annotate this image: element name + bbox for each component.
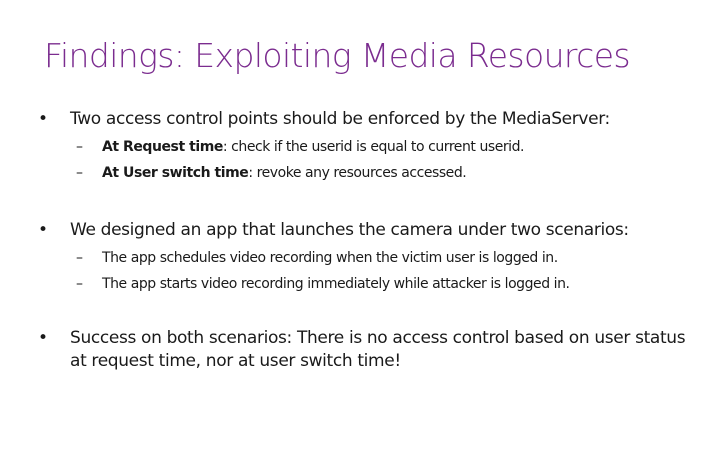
sub-bullet-bold: At User switch time — [102, 165, 249, 181]
sub-bullet-text — [102, 163, 466, 183]
dash-icon: – — [76, 139, 83, 155]
bullet-text: Success on both scenarios: There is no access control based on user status at request time, nor at user switch time! — [70, 328, 686, 371]
bullet-text: Two access control points should be enforced by the MediaServer: — [70, 109, 610, 129]
dash-icon: – — [76, 165, 83, 181]
sub-bullet-bold: At Request time — [102, 139, 223, 155]
sub-bullet-text: The app starts video recording immediately while attacker is logged in. — [102, 276, 570, 292]
slide-title: Findings: Exploiting Media Resources — [44, 36, 630, 75]
bullet-icon: • — [38, 220, 48, 240]
sub-bullet-rest: : check if the userid is equal to current userid. — [222, 139, 525, 155]
sub-bullet-text: The app schedules video recording when the victim user is logged in. — [102, 250, 558, 266]
bullet-text: We designed an app that launches the camera under two scenarios: — [70, 220, 629, 240]
dash-icon: – — [76, 250, 83, 266]
sub-bullet-rest: : revoke any resources accessed. — [248, 165, 467, 181]
dash-icon: – — [76, 276, 83, 292]
bullet-icon: • — [38, 109, 48, 129]
sub-bullet-text — [102, 137, 524, 157]
bullet-icon: • — [38, 328, 48, 348]
